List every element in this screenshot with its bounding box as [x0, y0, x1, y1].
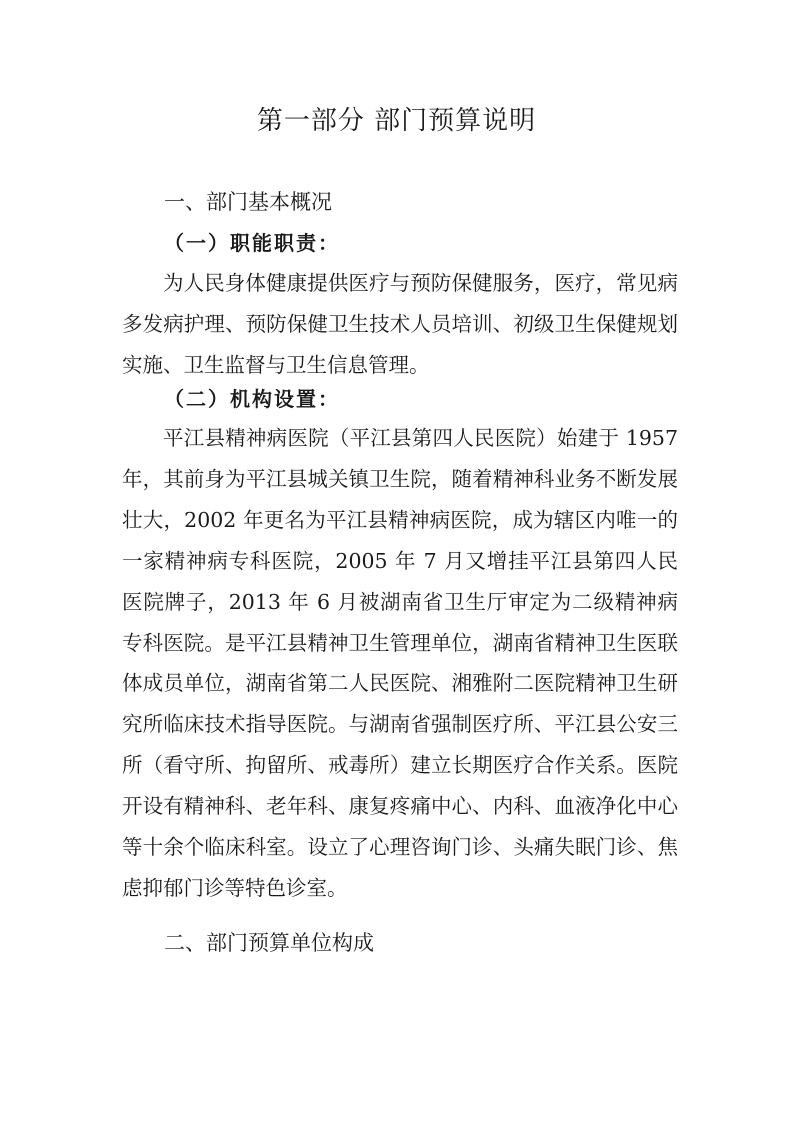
- subsection-heading-organization: （二）机构设置：: [164, 387, 340, 411]
- duties-paragraph: 为人民身体健康提供医疗与预防保健服务，医疗，常见病多发病护理、预防保健卫生技术人员培训、初级卫生保健规划实施、卫生监督与卫生信息管理。: [122, 271, 678, 377]
- section-heading-units: 二、部门预算单位构成: [164, 931, 374, 955]
- organization-paragraph: 平江县精神病医院（平江县第四人民医院）始建于 1957 年，其前身为平江县城关镇卫生院，随着精神科业务不断发展壮大，2002 年更名为平江县精神病医院，成为辖区内唯一的一家精神病专科医院，2005 年 7 月又增挂平江县第四人民医院牌子，2013 年 6 月被湖南省卫生厅审定为二级精神病专科医院。是平江县精神卫生管理单位，湖南省精神卫生医联体成员单位，湖南省第二人民医院、湘雅附二医院精神卫生研究所临床技术指导医院。与湖南省强制医疗所、平江县公安三所（看守所、拘留所、戒毒所）建立长期医疗合作关系。医院开设有精神科、老年科、康复疼痛中心、内科、血液净化中心等十余个临床科室。设立了心理咨询门诊、头痛失眠门诊、焦虑抑郁门诊等特色诊室。: [122, 426, 678, 900]
- subsection-heading-duties: （一）职能职责：: [164, 231, 340, 255]
- section-heading-overview: 一、部门基本概况: [164, 190, 332, 214]
- page-title: 第一部分 部门预算说明: [256, 106, 537, 136]
